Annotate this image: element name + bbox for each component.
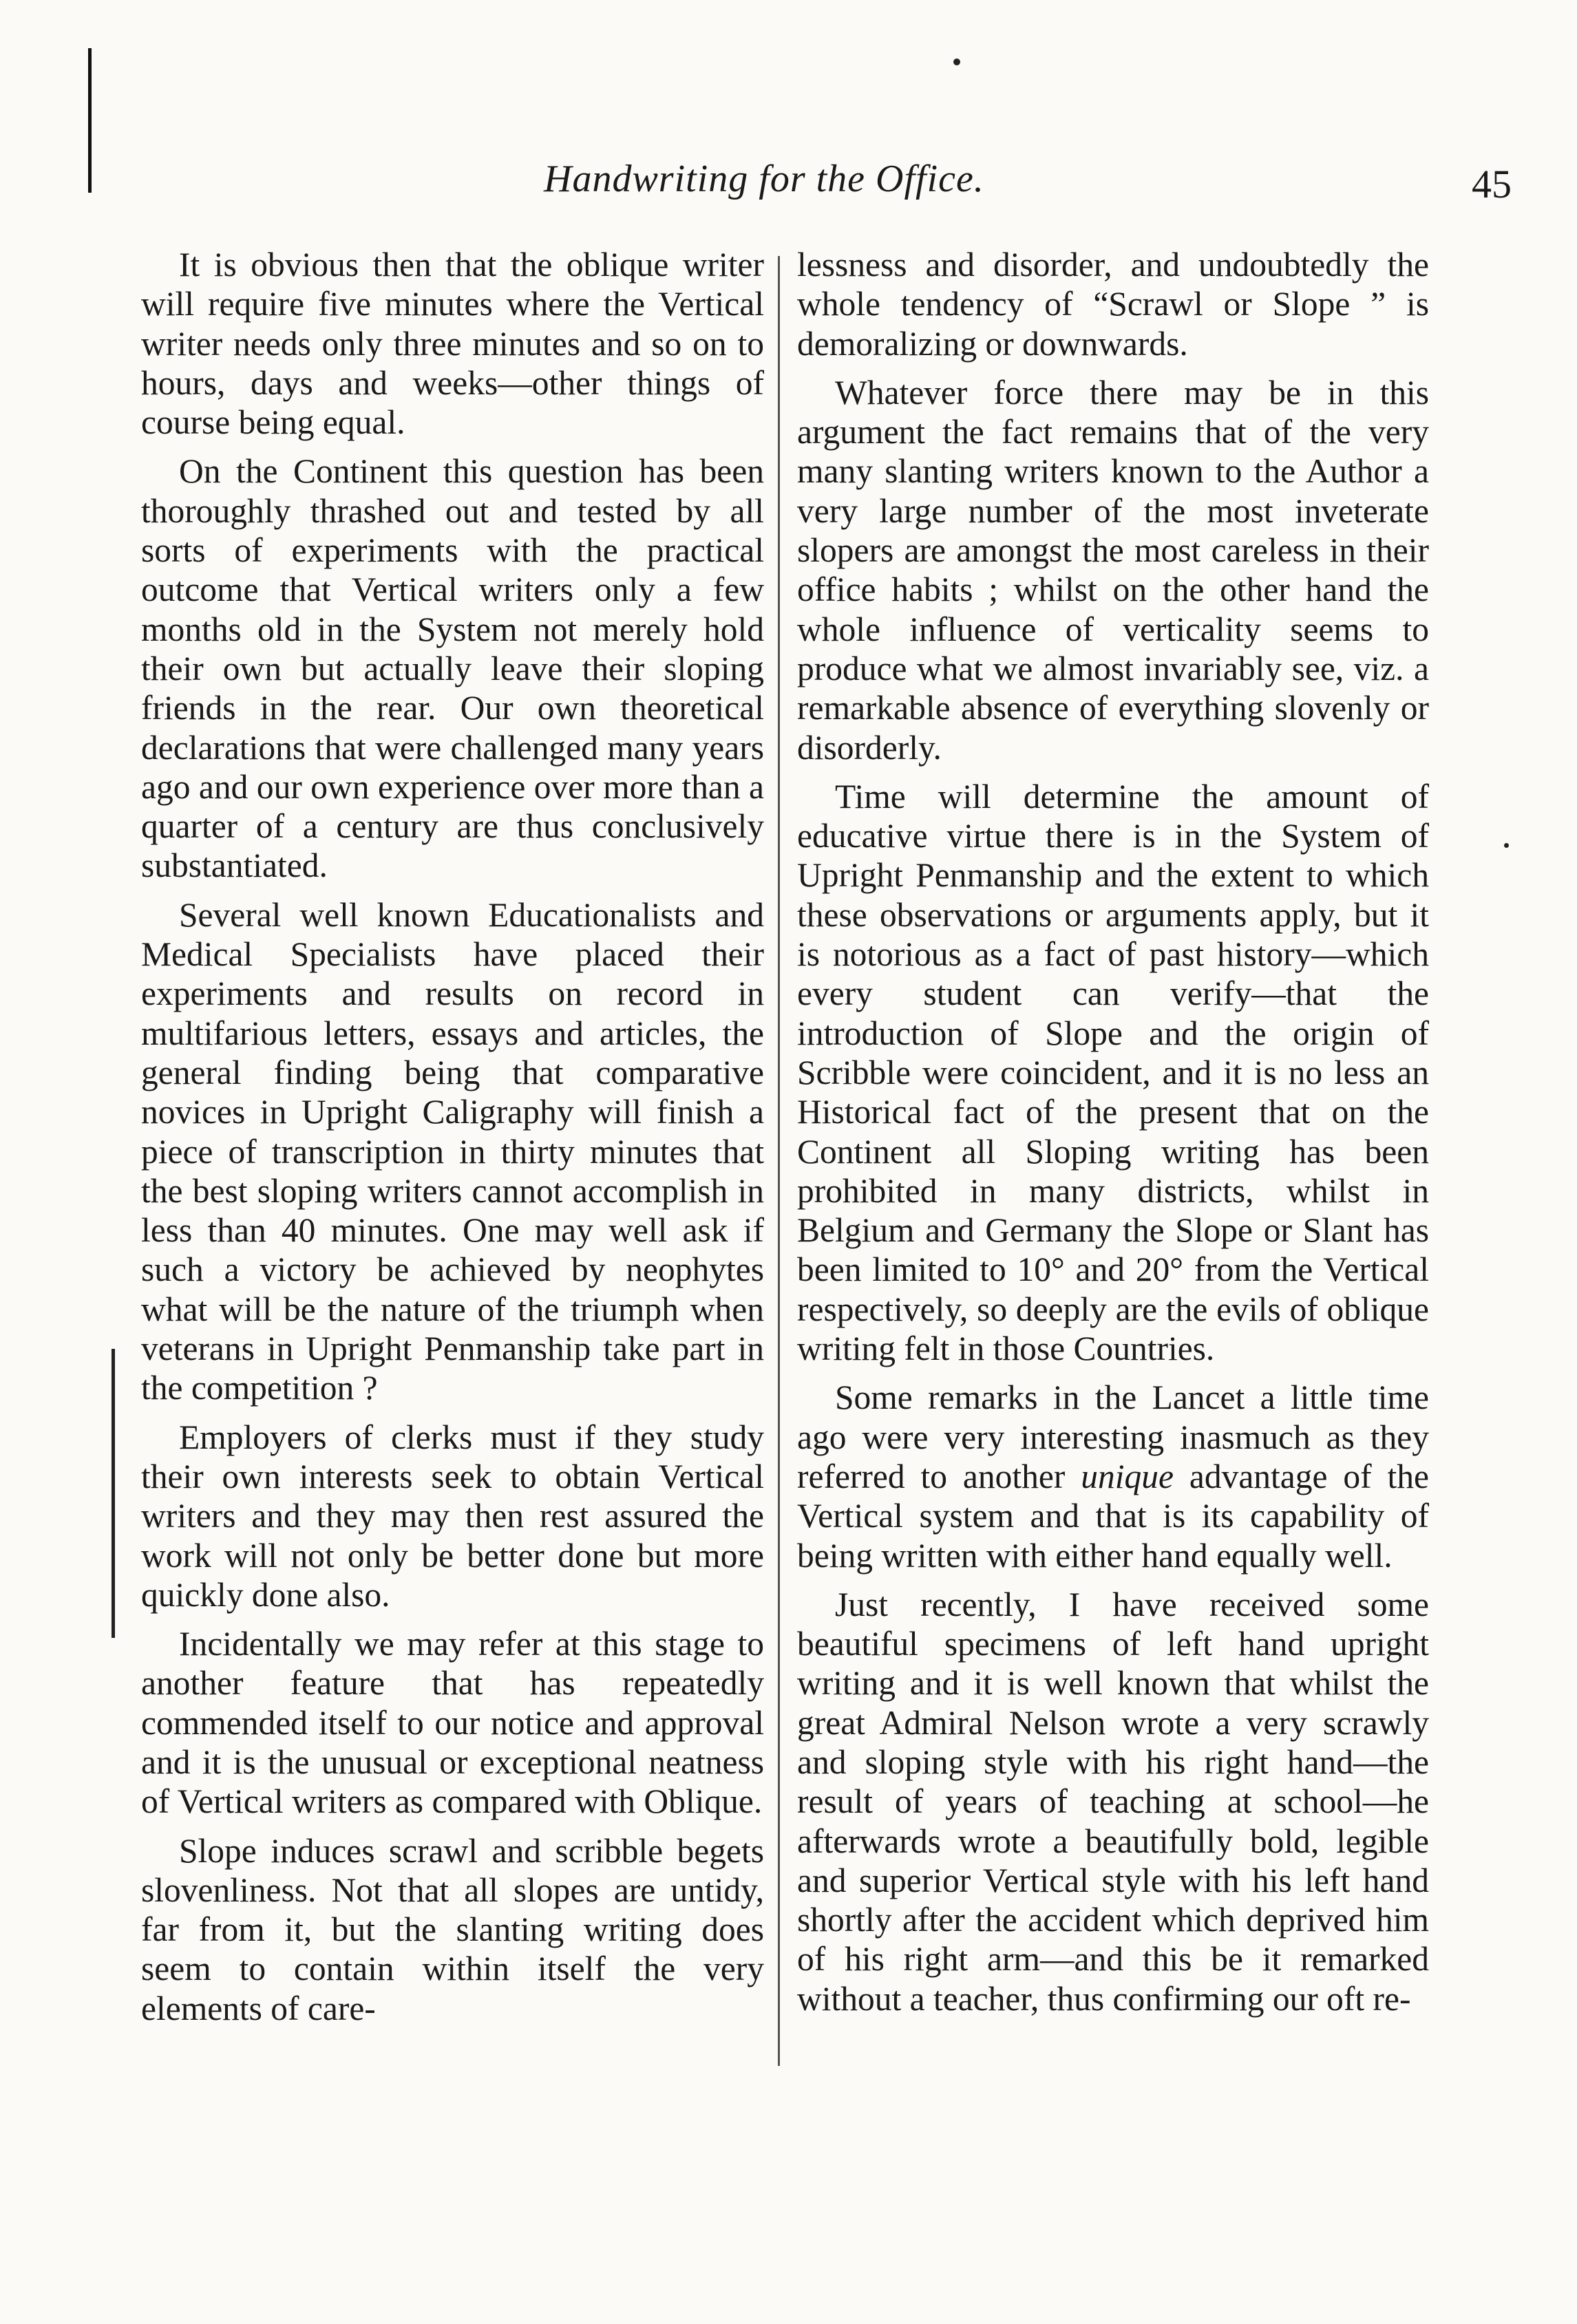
right-column: [797, 245, 1429, 2028]
page-number: 45: [1472, 162, 1512, 206]
paragraph: On the Continent this question has been thoroughly thrashed out and tested by all sorts of experiments with the practical outcome that Vertical writers only a few months old in the System not merely hold their own but actually leave their sloping friends in the rear. Our own theoretical declarations that were challenged many years ago and our own experience over more than a quarter of a century are thus conclusively substantiated.: [141, 452, 764, 885]
paragraph: Just recently, I have received some beautiful specimens of left hand upright writing and it is well known that whilst the great Admiral Nelson wrote a very scrawly and sloping style with his right hand—the result of years of teaching at school—he afterwards wrote a beautifully bold, legible and superior Vertical style with his left hand shortly after the accident which deprived him of his right arm—and this be it remarked without a teacher, thus confirming our oft re-: [797, 1585, 1429, 2018]
paragraph: Slope induces scrawl and scribble begets slovenliness. Not that all slopes are untidy, far from it, but the slanting writing does seem to contain within itself the very elements of care-: [141, 1831, 764, 2027]
page-header: [151, 157, 1512, 212]
paragraph: Employers of clerks must if they study their own interests seek to obtain Vertical writers and they may then rest assured the work will not only be better done but more quickly done also.: [141, 1418, 764, 1614]
margin-mark: [88, 48, 92, 193]
paragraph-text: advantage of the Vertical system and that is its capability of being written with either hand equally well.: [797, 1457, 1430, 1575]
paragraph: lessness and disorder, and undoubtedly the whole tendency of “Scrawl or Slope ” is demoralizing or downwards.: [797, 246, 1429, 363]
margin-mark: [112, 1349, 115, 1638]
column-rule: [778, 256, 780, 2066]
paragraph: It is obvious then that the oblique writer will require five minutes where the Vertical writer needs only three minutes and so on to hours, days and weeks—other things of course being equal.: [141, 246, 764, 442]
paragraph: [797, 1378, 1429, 1575]
running-head: Handwriting for the Office.: [544, 158, 984, 200]
paragraph: Whatever force there may be in this argument the fact remains that of the very many slanting writers known to the Author a very large number of the most inveterate slopers are amongst the most careless in their office habits ; whilst on the other hand the whole influence of verticality seems to produce what we almost invariably see, viz. a remarkable absence of everything slovenly or disorderly.: [797, 373, 1429, 767]
paragraph: Time will determine the amount of educative virtue there is in the System of Upright Penmanship and the extent to which these observations or arguments apply, but it is notorious as a fact of past history—which every student can verify—that the introduction of Slope and the origin of Scribble were coincident, and it is no less an Historical fact of the present that on the Continent all Sloping writing has been prohibited in many districts, whilst in Belgium and Germany the Slope or Slant has been limited to 10° and 20° from the Vertical respectively, so deeply are the evils of oblique writing felt in those Countries.: [797, 777, 1429, 1368]
speck: [953, 58, 960, 65]
left-column: [141, 245, 764, 2038]
paragraph: Several well known Educationalists and Medical Specialists have placed their experiments and results on record in multifarious letters, essays and articles, the general finding being that comparative novices in Upright Caligraphy will finish a piece of transcription in thirty minutes that the best sloping writers cannot accomplish in less than 40 minutes. One may well ask if such a victory be achieved by neophytes what will be the nature of the triumph when veterans in Upright Penmanship take part in the competition ?: [141, 895, 764, 1407]
paragraph-text: Some remarks in the Lancet a little time ago were very interesting inasmuch as they referred to another: [797, 1378, 1429, 1495]
speck: [1504, 843, 1509, 848]
emphasis: unique: [1081, 1457, 1174, 1495]
paragraph: Incidentally we may refer at this stage to another feature that has repeatedly commended itself to our notice and approval and it is the unusual or exceptional neatness of Vertical writers as compared with Oblique.: [141, 1625, 764, 1821]
